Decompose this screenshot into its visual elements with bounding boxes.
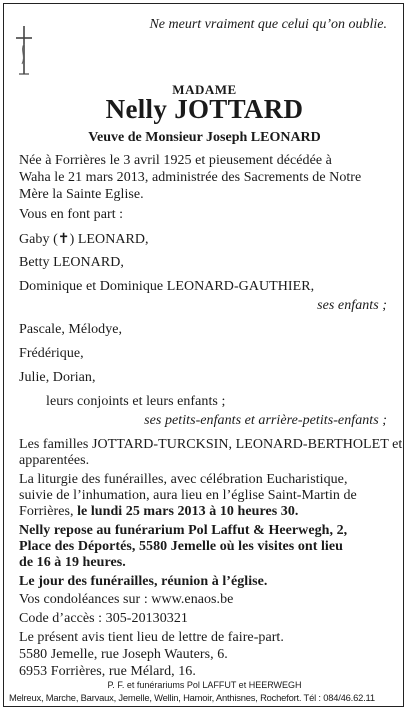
text-line: apparentées. xyxy=(19,453,90,468)
honorific: MADAME xyxy=(172,82,237,97)
widow-of: Veuve de Monsieur Joseph LEONARD xyxy=(88,130,321,145)
text-line: Waha le 21 mars 2013, administrée des Sacrements de Notre xyxy=(19,170,362,185)
notice: Le présent avis tient lieu de lettre de faire-part. xyxy=(19,630,284,645)
text-line: Nelly repose au funérarium Pol Laffut & Heerwegh, 2, xyxy=(19,523,348,538)
announce: Vous en font part : xyxy=(19,207,124,222)
cross-icon xyxy=(13,24,35,76)
liturgy-date: le lundi 25 mars 2013 à 10 heures 30. xyxy=(77,504,299,519)
reunion: Le jour des funérailles, réunion à l’église. xyxy=(19,574,268,589)
grandchildren-label: ses petits-enfants et arrière-petits-enfants ; xyxy=(144,413,387,428)
grandchildren-spouses: leurs conjoints et leurs enfants ; xyxy=(46,394,226,409)
address: 6953 Forrières, rue Mélard, 16. xyxy=(19,664,196,679)
text-line: Née à Forrières le 3 avril 1925 et pieusement décédée à xyxy=(19,153,332,168)
condolences: Vos condoléances sur : www.enaos.be xyxy=(19,592,234,607)
liturgy-place: Forrières, xyxy=(19,504,78,519)
footer-line: Melreux, Marche, Barvaux, Jemelle, Wellin, Hamoir, Anthisnes, Rochefort. Tél : 084/46.62.11 xyxy=(9,692,375,703)
grandchild-name: Frédérique, xyxy=(19,346,84,361)
footer-line: P. F. et funérariums Pol LAFFUT et HEERWEGH xyxy=(107,680,302,690)
child-name: Betty LEONARD, xyxy=(19,255,124,270)
liturgy-date-line xyxy=(19,504,298,520)
deceased-name: Nelly JOTTARD xyxy=(105,94,304,124)
address: 5580 Jemelle, rue Joseph Wauters, 6. xyxy=(19,647,228,662)
text-line: suivie de l’inhumation, aura lieu en l’église Saint-Martin de xyxy=(19,488,357,503)
text-line: Les familles JOTTARD-TURCKSIN, LEONARD-BERTHOLET et xyxy=(19,437,403,452)
child-name: Dominique et Dominique LEONARD-GAUTHIER, xyxy=(19,279,315,294)
children-label: ses enfants ; xyxy=(317,298,387,313)
text-line: Mère la Sainte Eglise. xyxy=(19,187,144,202)
text-line: Place des Déportés, 5580 Jemelle où les visites ont lieu xyxy=(19,539,343,554)
text-line: de 16 à 19 heures. xyxy=(19,555,126,570)
grandchild-name: Julie, Dorian, xyxy=(19,370,96,385)
access-code: Code d’accès : 305-20130321 xyxy=(19,611,188,626)
text-line: La liturgie des funérailles, avec célébration Eucharistique, xyxy=(19,472,348,487)
child-name: Gaby (✝) LEONARD, xyxy=(19,232,149,247)
motto: Ne meurt vraiment que celui qu’on oublie. xyxy=(149,17,387,32)
grandchild-name: Pascale, Mélodye, xyxy=(19,322,123,337)
